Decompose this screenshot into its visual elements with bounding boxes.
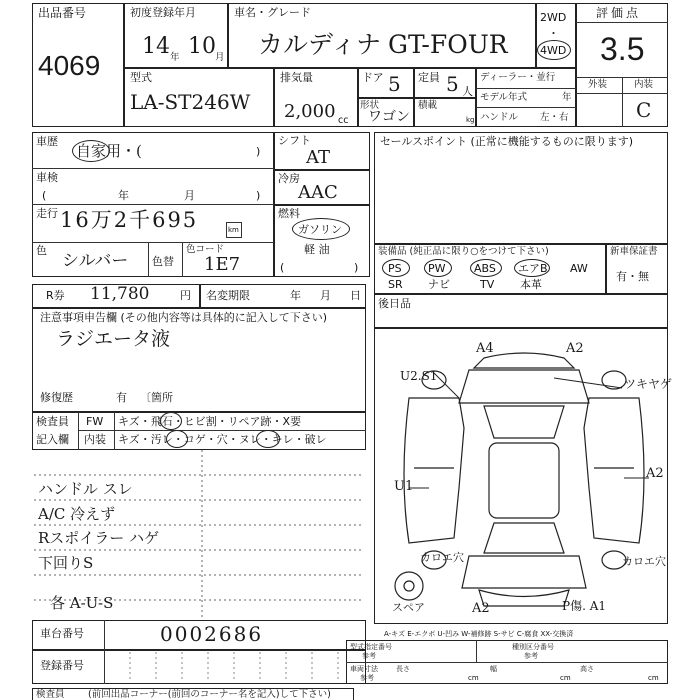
model-label: 型式 [130, 71, 152, 84]
capacity-unit: 人 [462, 85, 473, 98]
interior-score: C [636, 98, 652, 122]
equip-pw: PW [428, 262, 446, 275]
footer-note: (前回出品コーナー(前回のコーナー名を記入)して下さい) [88, 689, 331, 700]
first-registration-label: 初度登録年月 [130, 6, 196, 19]
equip-ps: PS [388, 262, 402, 275]
mileage-value: 16万2千695 [60, 208, 199, 232]
name-change-day: 日 [350, 289, 361, 302]
equip-tv: TV [480, 278, 495, 291]
ps-circle [382, 259, 410, 277]
sales-point-label: セールスポイント (正常に機能するものに限ります) [380, 135, 634, 148]
fw-items: キズ・飛石・ヒビ割・リペア跡・X要 [118, 415, 302, 428]
handle-label: ハンドル [480, 112, 519, 123]
recycle-value: 11,780 [90, 284, 150, 304]
reg-year-unit: 年 [170, 52, 180, 63]
dimension-label: 車両寸法 [350, 665, 378, 673]
equip-airbag: エアB [518, 262, 548, 275]
chassis-label: 車台番号 [40, 627, 84, 640]
dirt-circle [166, 430, 188, 448]
drive-dot: ・ [548, 27, 559, 40]
interior-inspect-label: 内装 [84, 433, 106, 446]
load-label: 積載 [418, 100, 438, 111]
remark-line-3: Rスポイラー ハゲ [38, 529, 160, 547]
damage-legend: A-キズ E-エクボ U-凹み W-補修跡 S-サビ C-腐食 XX-交換済 [384, 630, 574, 638]
registration-label: 登録番号 [40, 659, 84, 672]
color-change-label: 色替 [152, 255, 174, 268]
fuel-diesel: 軽 油 [304, 243, 330, 256]
exterior-label: 外装 [588, 79, 608, 90]
capacity-label: 定員 [418, 71, 440, 84]
remark-line-1: ハンドル スレ [38, 480, 133, 498]
notes-value: ラジエータ液 [56, 328, 171, 350]
load-unit: kg [466, 116, 475, 124]
name-change-year: 年 [290, 289, 301, 302]
type-ref-sub: 参考 [524, 652, 538, 660]
lot-number: 4069 [38, 50, 101, 81]
rear-seat-label: 後日品 [378, 297, 411, 310]
private-use-circle [72, 140, 110, 162]
reg-month-unit: 月 [215, 52, 225, 63]
mileage-unit: km [228, 226, 239, 234]
shaken-year: 年 [118, 189, 129, 202]
shift-label: シフト [278, 134, 311, 147]
remark-line-2: A/C 冷えず [38, 505, 116, 523]
equip-aw: AW [570, 262, 588, 275]
length-unit: cm [468, 674, 479, 682]
dealer-label: ディーラー・並行 [480, 72, 556, 83]
evaluation-label: 評価点 [596, 6, 642, 20]
shape-label: 形状 [360, 100, 380, 111]
shape-value: ワゴン [368, 109, 410, 125]
color-code: 1E7 [204, 254, 241, 275]
capacity-value: 5 [446, 72, 459, 96]
interior-label: 内装 [634, 79, 654, 90]
interior-inspect-items: キズ・汚レ・コゲ・穴・ヌレ・キレ・破レ [118, 433, 327, 446]
handle-options: 左・右 [540, 112, 569, 123]
diag-spare: スペア [392, 601, 425, 614]
fuel-open: ( [280, 261, 285, 274]
diag-tsukiyage: ツキヤゲ [624, 377, 673, 391]
model-year-label: モデル年式 [480, 92, 528, 103]
height-label: 高さ [580, 665, 594, 673]
footer-inspector: 検査員 [36, 689, 65, 700]
chassis-number: 0002686 [160, 622, 264, 646]
height-unit: cm [648, 674, 659, 682]
equip-leather: 本革 [520, 278, 542, 291]
displacement-unit: cc [338, 115, 349, 126]
model-ref-label: 型式指定番号 [350, 643, 392, 651]
displacement-label: 排気量 [280, 71, 313, 84]
width-unit: cm [560, 674, 571, 682]
fuel-gasoline: ガソリン [298, 223, 342, 236]
chip-circle [160, 412, 182, 430]
entry-label: 記入欄 [36, 433, 69, 446]
equip-sr: SR [388, 278, 403, 291]
diag-bottom-right: P傷. A1 [562, 599, 607, 613]
diag-kako-left: カロエ穴 [420, 551, 464, 564]
diag-a2-top: A2 [566, 341, 584, 356]
fw-label: FW [86, 415, 104, 428]
model-code: LA-ST246W [130, 90, 251, 114]
length-label: 長さ [396, 665, 410, 673]
repair-history-value: 有 [116, 391, 127, 404]
rear-seat-box [374, 294, 668, 328]
model-year-unit: 年 [562, 92, 572, 103]
wet-circle [256, 430, 280, 448]
pw-circle [424, 259, 452, 277]
shaken-close: ) [256, 189, 261, 202]
name-change-month: 月 [320, 289, 331, 302]
diag-a2-right: A2 [646, 466, 664, 481]
history-label: 車歴 [36, 135, 58, 148]
width-label: 幅 [490, 665, 497, 673]
color-label: 色 [36, 244, 47, 257]
drive-4wd-circle [537, 40, 571, 60]
car-name-label: 車名・グレード [234, 6, 311, 19]
drive-4wd: 4WD [540, 44, 567, 57]
displacement-value: 2,000 [284, 101, 336, 122]
gasoline-circle [292, 218, 350, 240]
airbag-circle [514, 259, 550, 277]
shaken-open: ( [42, 189, 47, 202]
fuel-close: ) [354, 261, 359, 274]
name-change-label: 名変期限 [206, 289, 250, 302]
inspector-label: 検査員 [36, 415, 69, 428]
shaken-month: 月 [184, 189, 195, 202]
mileage-label: 走行 [36, 207, 58, 220]
warranty-label: 新車保証書 [610, 246, 658, 257]
shift-value: AT [306, 147, 331, 168]
color-value: シルバー [62, 251, 129, 271]
abs-circle [470, 259, 502, 277]
recycle-yen: 円 [180, 289, 191, 302]
drive-2wd: 2WD [540, 11, 567, 24]
fuel-label: 燃料 [278, 207, 300, 220]
notes-label: 注意事項申告欄 (その他内容等は具体的に記入して下さい) [40, 311, 328, 324]
reg-year: 14 [142, 34, 170, 59]
type-ref-label: 種別区分番号 [512, 643, 554, 651]
remark-line-5: 各 A-U-S [50, 594, 114, 612]
diag-a2-bottom: A2 [472, 601, 490, 616]
recycle-label: R券 [46, 289, 65, 302]
reg-month: 10 [188, 34, 216, 59]
warranty-options: 有・無 [616, 270, 649, 283]
sales-point-box [374, 132, 668, 244]
ac-label: 冷房 [278, 172, 300, 185]
car-grade: GT-FOUR [388, 30, 508, 59]
color-code-label: 色コード [186, 244, 225, 255]
doors-label: ドア [362, 71, 384, 84]
diag-a4: A4 [476, 341, 494, 356]
evaluation-score: 3.5 [600, 31, 645, 67]
diag-u2s1: U2.S1 [400, 369, 438, 383]
equipment-label: 装備品 (純正品に限り○をつけて下さい) [378, 246, 549, 257]
equip-abs: ABS [474, 262, 496, 275]
dimension-sub: 参考 [360, 674, 374, 682]
history-value: 自家用・( [76, 142, 142, 160]
model-ref-sub: 参考 [362, 652, 376, 660]
diag-u1: U1 [394, 479, 414, 494]
car-name: カルディナ [258, 30, 382, 59]
repair-history-place: 〔箇所 [140, 391, 173, 404]
equip-navi: ナビ [428, 278, 450, 291]
diag-kako-right: カロエ穴 [622, 555, 666, 568]
ac-value: AAC [298, 182, 338, 203]
lot-number-label: 出品番号 [38, 6, 87, 20]
repair-history-label: 修復歴 [40, 391, 73, 404]
doors-value: 5 [388, 72, 401, 96]
registration-grid [104, 650, 366, 684]
shaken-label: 車検 [36, 171, 58, 184]
remark-line-4: 下回りS [38, 554, 94, 572]
history-close: ) [256, 145, 261, 158]
